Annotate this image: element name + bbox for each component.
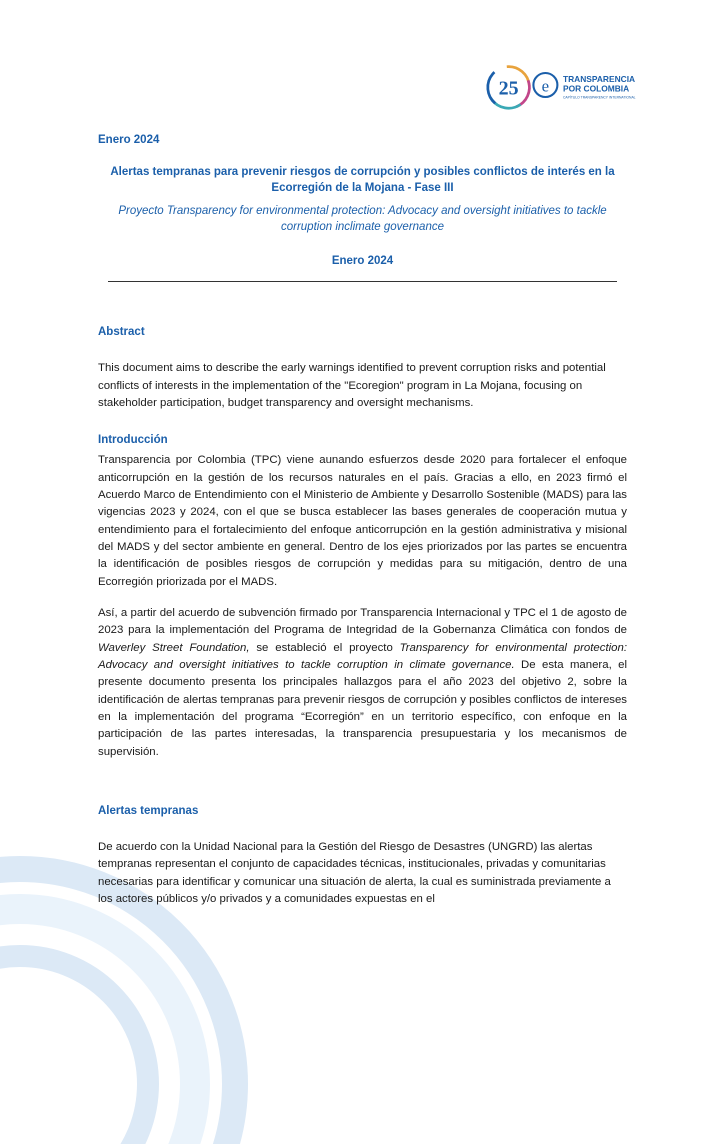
intro-p2-part2: se estableció el proyecto [249, 641, 400, 654]
section-heading-introduccion: Introducción [98, 434, 168, 447]
intro-p2-part1: Así, a partir del acuerdo de subvención firmado por Transparencia Internacional y TPC el 1 de agosto de 2023 para la implementación del Programa de Integridad de la Gobernanza Climática con fondos de [98, 606, 627, 637]
document-title: Alertas tempranas para prevenir riesgos de corrupción y posibles conflictos de interés en la Ecorregión de la Mojana - Fase III [110, 166, 615, 195]
logo-brand-line3: CAPÍTULO TRANSPARENCY INTERNATIONAL [563, 95, 636, 100]
document-date-top: Enero 2024 [98, 134, 160, 146]
logo-brand-line1: TRANSPARENCIA [563, 73, 636, 84]
header-divider [108, 281, 617, 282]
logo-anniversary-number: 25 [498, 77, 519, 100]
section-heading-abstract: Abstract [98, 326, 145, 339]
document-subtitle: Proyecto Transparency for environmental protection: Advocacy and oversight initiatives to tackle corruption inclimate governance [118, 204, 607, 233]
svg-text:e: e [541, 76, 550, 96]
section-heading-alertas-tempranas: Alertas tempranas [98, 804, 199, 817]
abstract-paragraph: This document aims to describe the early warnings identified to prevent corruption risks and potential conflicts of interests in the implementation of the "Ecoregion" program in La Mojana, focusing on stakeholder participation, budget transparency and oversight mechanisms. [98, 362, 606, 409]
logo-brand-line2: POR COLOMBIA [563, 83, 630, 94]
document-date-center: Enero 2024 [331, 255, 394, 268]
organization-logo [483, 62, 643, 116]
intro-p2-italic-project: Transparency for environmental protection: Advocacy and oversight initiatives to tackle corruption in climate governance. [98, 641, 627, 671]
transparencia-por-colombia-logo-icon [483, 62, 643, 116]
intro-p2-part3: De esta manera, el presente documento presenta los principales hallazgos para el año 2023 del objetivo 2, sobre la identificación de alertas tempranas para prevenir riesgos de corrupción y posibles conflictos de intereses en la implementación del programa “Ecorregión” en un territorio específico, con enfoque en la participación de las partes interesadas, la transparencia presupuestaria y los mecanismos de supervisión. [98, 658, 627, 758]
intro-p2-italic-funder: Waverley Street Foundation, [98, 641, 250, 654]
alertas-paragraph-1: De acuerdo con la Unidad Nacional para la Gestión del Riesgo de Desastres (UNGRD) las alertas tempranas representan el conjunto de capacidades técnicas, institucionales, privadas y comunitarias necesarias para identificar y comunicar una situación de alerta, la cual es suministrada previamente a los actores públicos y/o privados y a comunidades expuestas en el [98, 840, 611, 905]
introduccion-paragraph-2 [98, 605, 627, 761]
introduccion-paragraph-1: Transparencia por Colombia (TPC) viene aunando esfuerzos desde 2020 para fortalecer el enfoque anticorrupción en la gestión de los recursos naturales en el país. Gracias a ello, en 2023 firmó el Acuerdo Marco de Entendimiento con el Ministerio de Ambiente y Desarrollo Sostenible (MADS) para las vigencias 2023 y 2024, con el que se busca establecer las bases generales de cooperación mutua y entendimiento para el fortalecimiento del enfoque anticorrupción en la gestión administrativa y misional del MADS y del sector ambiente en general. Dentro de los ejes priorizados por las partes se encuentra la identificación de posibles riesgos de corrupción y medidas para su mitigación, dentro de una Ecorregión priorizada por el MADS. [98, 454, 627, 588]
